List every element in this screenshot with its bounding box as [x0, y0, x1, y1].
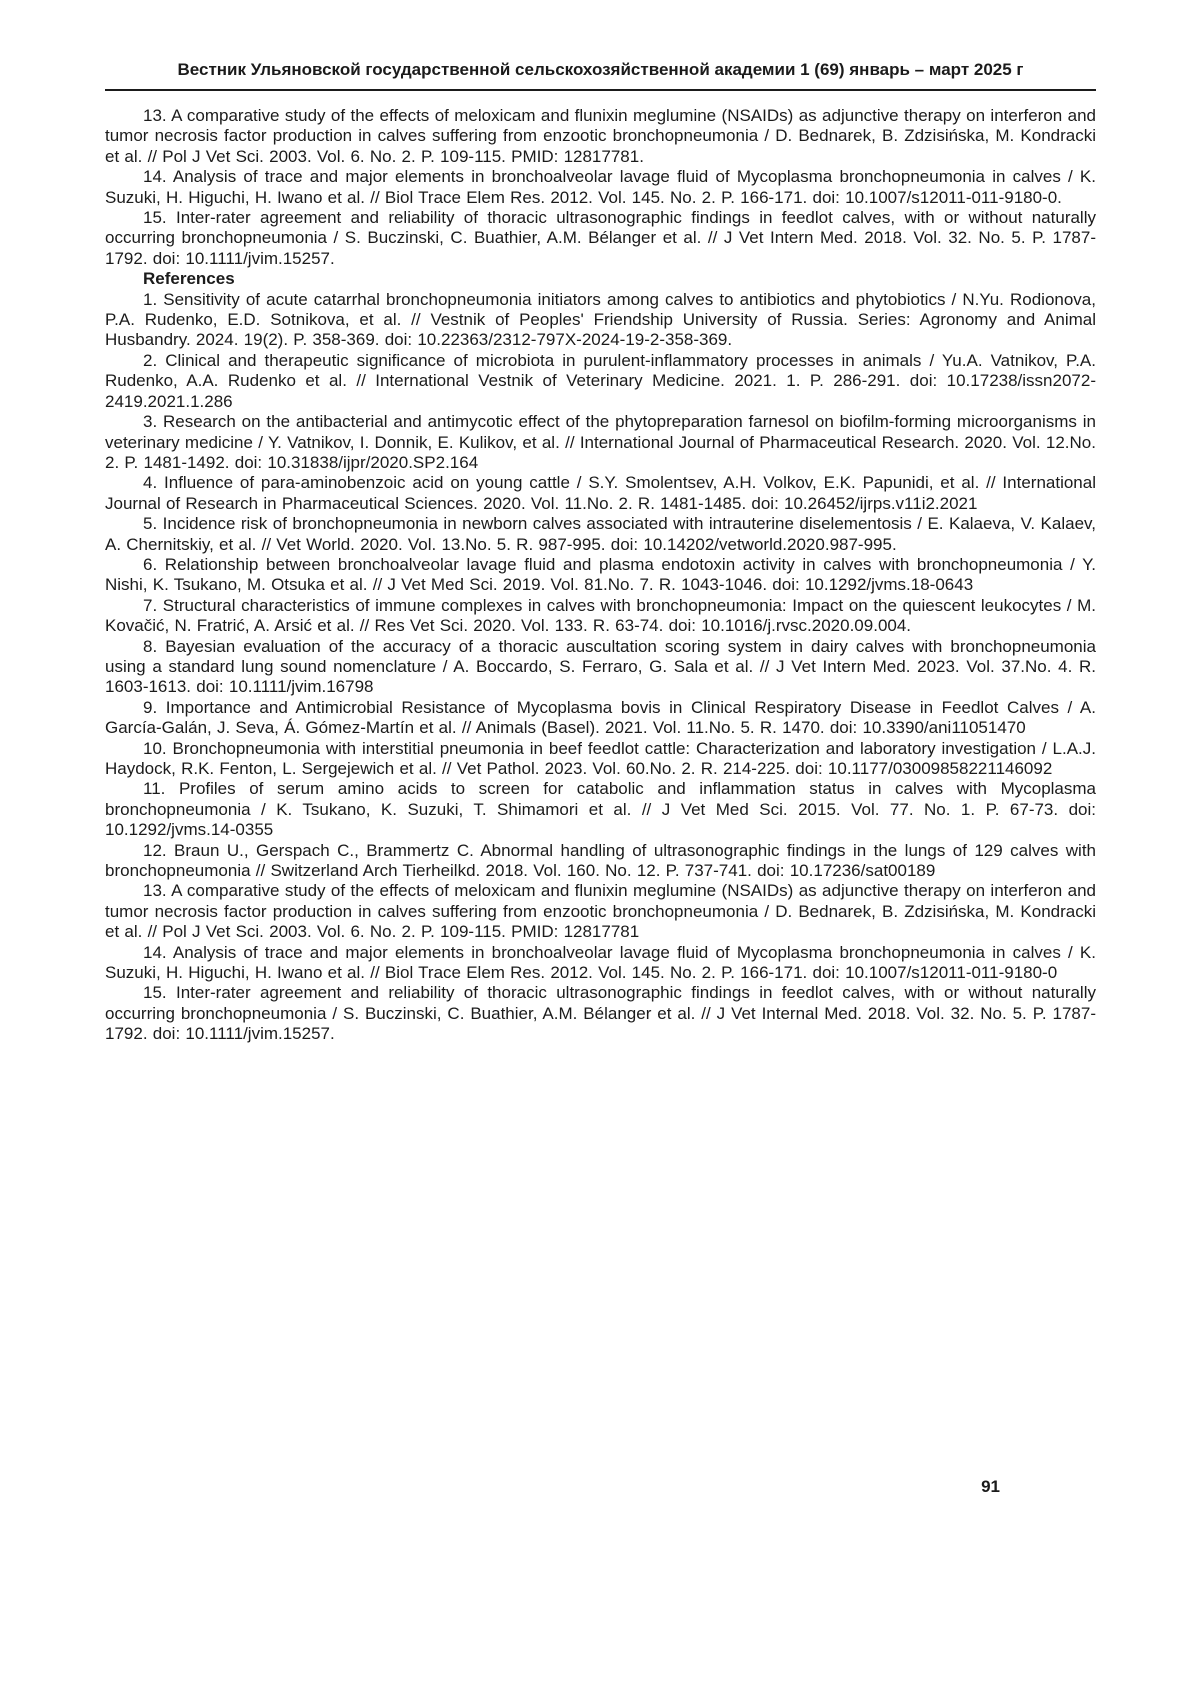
reference-item: 13. A comparative study of the effects of meloxicam and flunixin meglumine (NSAIDs) as adjunctive therapy on interferon and tumor necrosis factor production in calves suffering from enzootic bronchopneumonia / D. Bednarek, B. Zdzisińska, M. Kondracki et al. // Pol J Vet Sci. 2003. Vol. 6. No. 2. P. 109-115. PMID: 12817781. [105, 106, 1096, 166]
reference-item: 14. Analysis of trace and major elements in bronchoalveolar lavage fluid of Mycoplasma bronchopneumonia in calves / K. Suzuki, H. Higuchi, H. Iwano et al. // Biol Trace Elem Res. 2012. Vol. 145. No. 2. P. 166-171. doi: 10.1007/s12011-011-9180-0. [105, 167, 1096, 207]
references-heading: References [143, 269, 235, 289]
reference-item: 1. Sensitivity of acute catarrhal bronchopneumonia initiators among calves to antibiotics and phytobiotics / N.Yu. Rodionova, P.A. Rudenko, E.D. Sotnikova, et al. // Vestnik of Peoples' Friendship University of Russia. Series: Agronomy and Animal Husbandry. 2024. 19(2). P. 358-369. doi: 10.22363/2312-797X-2024-19-2-358-369. [105, 289, 1096, 350]
reference-item: 15. Inter-rater agreement and reliability of thoracic ultrasonographic findings in feedlot calves, with or without naturally occurring bronchopneumonia / S. Buczinski, C. Buathier, A.M. Bélanger et al. // J Vet Intern Med. 2018. Vol. 32. No. 5. P. 1787-1792. doi: 10.1111/jvim.15257. [105, 208, 1096, 268]
reference-item: 6. Relationship between bronchoalveolar lavage fluid and plasma endotoxin activity in calves with bronchopneumonia / Y. Nishi, K. Tsukano, M. Otsuka et al. // J Vet Med Sci. 2019. Vol. 81.No. 7. R. 1043-1046. doi: 10.1292/jvms.18-0643 [105, 554, 1096, 595]
reference-item: 8. Bayesian evaluation of the accuracy of a thoracic auscultation scoring system in dairy calves with bronchopneumonia using a standard lung sound nomenclature / A. Boccardo, S. Ferraro, G. Sala et al. // J Vet Intern Med. 2023. Vol. 37.No. 4. R. 1603-1613. doi: 10.1111/jvim.16798 [105, 636, 1096, 697]
reference-item: 15. Inter-rater agreement and reliability of thoracic ultrasonographic findings in feedlot calves, with or without naturally occurring bronchopneumonia / S. Buczinski, C. Buathier, A.M. Bélanger et al. // J Vet Internal Med. 2018. Vol. 32. No. 5. P. 1787-1792. doi: 10.1111/jvim.15257. [105, 983, 1096, 1044]
reference-item: 12. Braun U., Gerspach C., Brammertz C. Abnormal handling of ultrasonographic findings in the lungs of 129 calves with bronchopneumonia // Switzerland Arch Tierheilkd. 2018. Vol. 160. No. 12. P. 737-741. doi: 10.17236/sat00189 [105, 840, 1096, 881]
continued-references-list [105, 106, 1096, 269]
reference-item: 10. Bronchopneumonia with interstitial pneumonia in beef feedlot cattle: Characterization and laboratory investigation / L.A.J. Haydock, R.K. Fenton, L. Sergejewich et al. // Vet Pathol. 2023. Vol. 60.No. 2. R. 214-225. doi: 10.1177/03009858221146092 [105, 738, 1096, 778]
reference-item: 4. Influence of para-aminobenzoic acid on young cattle / S.Y. Smolentsev, A.H. Volkov, E.K. Papunidi, et al. // International Journal of Research in Pharmaceutical Sciences. 2020. Vol. 11.No. 2. R. 1481-1485. doi: 10.26452/ijrps.v11i2.2021 [105, 473, 1096, 513]
reference-item: 5. Incidence risk of bronchopneumonia in newborn calves associated with intrauterine diselementosis / E. Kalaeva, V. Kalaev, A. Chernitskiy, et al. // Vet World. 2020. Vol. 13.No. 5. R. 987-995. doi: 10.14202/vetworld.2020.987-995. [105, 514, 1096, 554]
reference-item: 11. Profiles of serum amino acids to screen for catabolic and inflammation status in calves with Mycoplasma bronchopneumonia / K. Tsukano, K. Suzuki, T. Shimamori et al. // J Vet Med Sci. 2015. Vol. 77. No. 1. P. 67-73. doi: 10.1292/jvms.14-0355 [105, 779, 1096, 840]
journal-title: Вестник Ульяновской государственной сельскохозяйственной академии 1 (69) январь – март 2025 г [177, 60, 1024, 79]
reference-item: 9. Importance and Antimicrobial Resistance of Mycoplasma bovis in Clinical Respiratory Disease in Feedlot Calves / A. García-Galán, J. Seva, Á. Gómez-Martín et al. // Animals (Basel). 2021. Vol. 11.No. 5. R. 1470. doi: 10.3390/ani11051470 [105, 697, 1096, 738]
journal-header [105, 60, 1096, 91]
reference-item: 3. Research on the antibacterial and antimycotic effect of the phytopreparation farnesol on biofilm-forming microorganisms in veterinary medicine / Y. Vatnikov, I. Donnik, E. Kulikov, et al. // International Journal of Pharmaceutical Research. 2020. Vol. 12.No. 2. P. 1481-1492. doi: 10.31838/ijpr/2020.SP2.164 [105, 412, 1096, 472]
reference-item: 7. Structural characteristics of immune complexes in calves with bronchopneumonia: Impact on the quiescent leukocytes / M. Kovačić, N. Fratrić, A. Arsić et al. // Res Vet Sci. 2020. Vol. 133. R. 63-74. doi: 10.1016/j.rvsc.2020.09.004. [105, 595, 1096, 636]
reference-item: 14. Analysis of trace and major elements in bronchoalveolar lavage fluid of Mycoplasma bronchopneumonia in calves / K. Suzuki, H. Higuchi, H. Iwano et al. // Biol Trace Elem Res. 2012. Vol. 145. No. 2. P. 166-171. doi: 10.1007/s12011-011-9180-0 [105, 942, 1096, 983]
reference-item: 13. A comparative study of the effects of meloxicam and flunixin meglumine (NSAIDs) as adjunctive therapy on interferon and tumor necrosis factor production in calves suffering from enzootic bronchopneumonia / D. Bednarek, B. Zdzisińska, M. Kondracki et al. // Pol J Vet Sci. 2003. Vol. 6. No. 2. P. 109-115. PMID: 12817781 [105, 881, 1096, 942]
reference-item: 2. Clinical and therapeutic significance of microbiota in purulent-inflammatory processes in animals / Yu.A. Vatnikov, P.A. Rudenko, A.A. Rudenko et al. // International Vestnik of Veterinary Medicine. 2021. 1. P. 286-291. doi: 10.17238/issn2072-2419.2021.1.286 [105, 350, 1096, 411]
page-body [105, 106, 1096, 1045]
page-number: 91 [981, 1477, 1000, 1496]
references-list [105, 290, 1096, 1045]
